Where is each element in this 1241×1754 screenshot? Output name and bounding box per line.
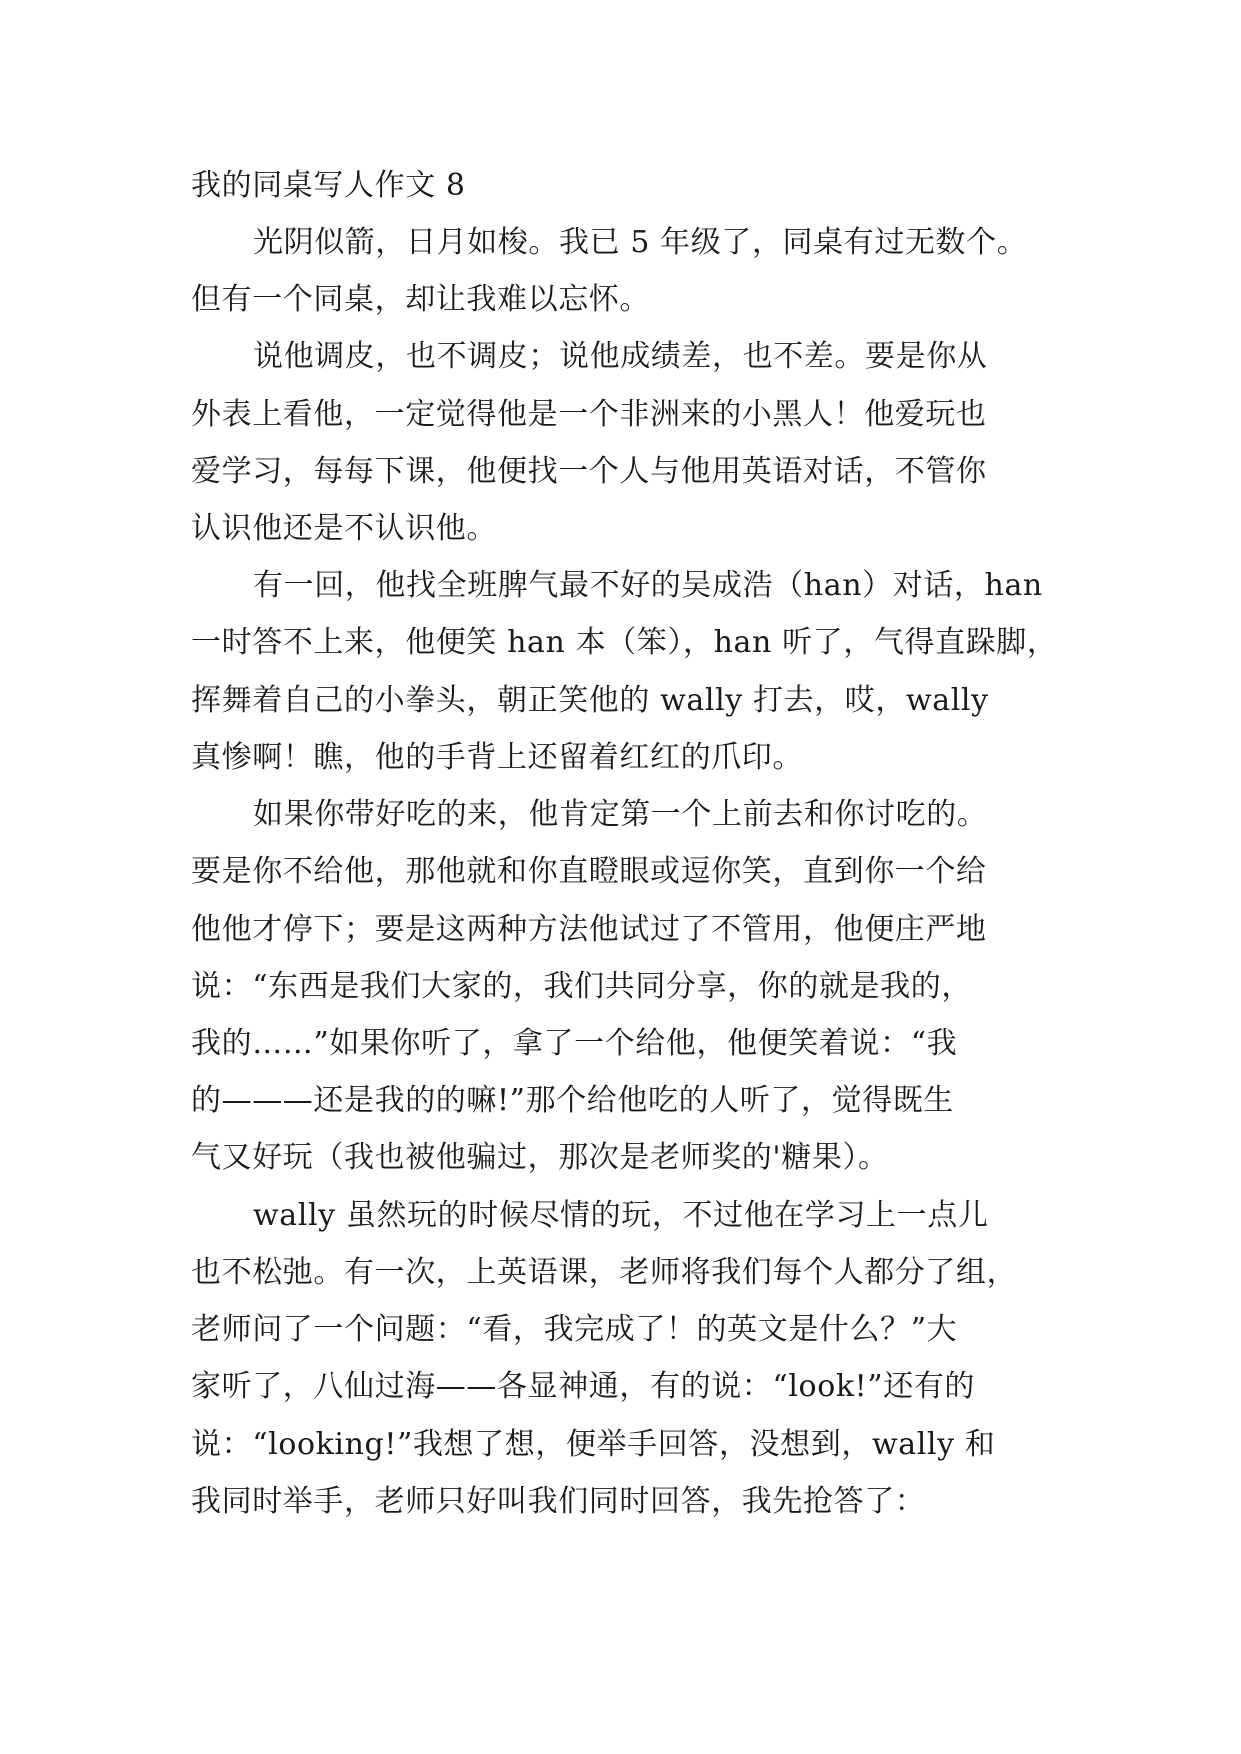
paragraph-line: 真惨啊！瞧，他的手背上还留着红红的爪印。	[191, 740, 803, 775]
paragraph-line: 有一回，他找全班脾气最不好的吴成浩（han）对话，han	[253, 568, 1043, 603]
paragraph-line: 气又好玩（我也被他骗过，那次是老师奖的'糖果）。	[191, 1140, 889, 1175]
paragraph-line: wally 虽然玩的时候尽情的玩，不过他在学习上一点儿	[253, 1198, 989, 1233]
paragraph-line: 他他才停下；要是这两种方法他试过了不管用，他便庄严地	[191, 912, 987, 947]
paragraph-line: 光阴似箭，日月如梭。我已 5 年级了，同桌有过无数个。	[253, 225, 1028, 260]
paragraph-line: 家听了，八仙过海——各显神通，有的说：“look!”还有的	[191, 1369, 976, 1404]
paragraph-line: 我同时举手，老师只好叫我们同时回答，我先抢答了：	[191, 1484, 926, 1519]
document-title: 我的同桌写人作文 8	[191, 168, 466, 203]
paragraph-line: 但有一个同桌，却让我难以忘怀。	[191, 282, 650, 317]
paragraph-line: 外表上看他，一定觉得他是一个非洲来的小黑人！他爱玩也	[191, 397, 987, 432]
paragraph-line: 说：“东西是我们大家的，我们共同分享，你的就是我的，	[191, 969, 972, 1004]
paragraph-line: 挥舞着自己的小拳头，朝正笑他的 wally 打去，哎，wally	[191, 683, 989, 718]
paragraph-line: 认识他还是不认识他。	[191, 511, 497, 546]
paragraph-line: 一时答不上来，他便笑 han 本（笨），han 听了，气得直跺脚，	[191, 625, 1058, 660]
paragraph-line: 要是你不给他，那他就和你直瞪眼或逗你笑，直到你一个给	[191, 854, 987, 889]
paragraph-line: 说他调皮，也不调皮；说他成绩差，也不差。要是你从	[253, 339, 988, 374]
paragraph-line: 也不松弛。有一次，上英语课，老师将我们每个人都分了组，	[191, 1255, 1018, 1290]
paragraph-line: 爱学习，每每下课，他便找一个人与他用英语对话，不管你	[191, 454, 987, 489]
paragraph-line: 如果你带好吃的来，他肯定第一个上前去和你讨吃的。	[253, 797, 988, 832]
paragraph-line: 的———还是我的的嘛!”那个给他吃的人听了，觉得既生	[191, 1083, 954, 1118]
paragraph-line: 老师问了一个问题：“看，我完成了！的英文是什么？”大	[191, 1312, 958, 1347]
paragraph-line: 说：“looking!”我想了想，便举手回答，没想到，wally 和	[191, 1427, 996, 1462]
paragraph-line: 我的……”如果你听了，拿了一个给他，他便笑着说：“我	[191, 1026, 958, 1061]
